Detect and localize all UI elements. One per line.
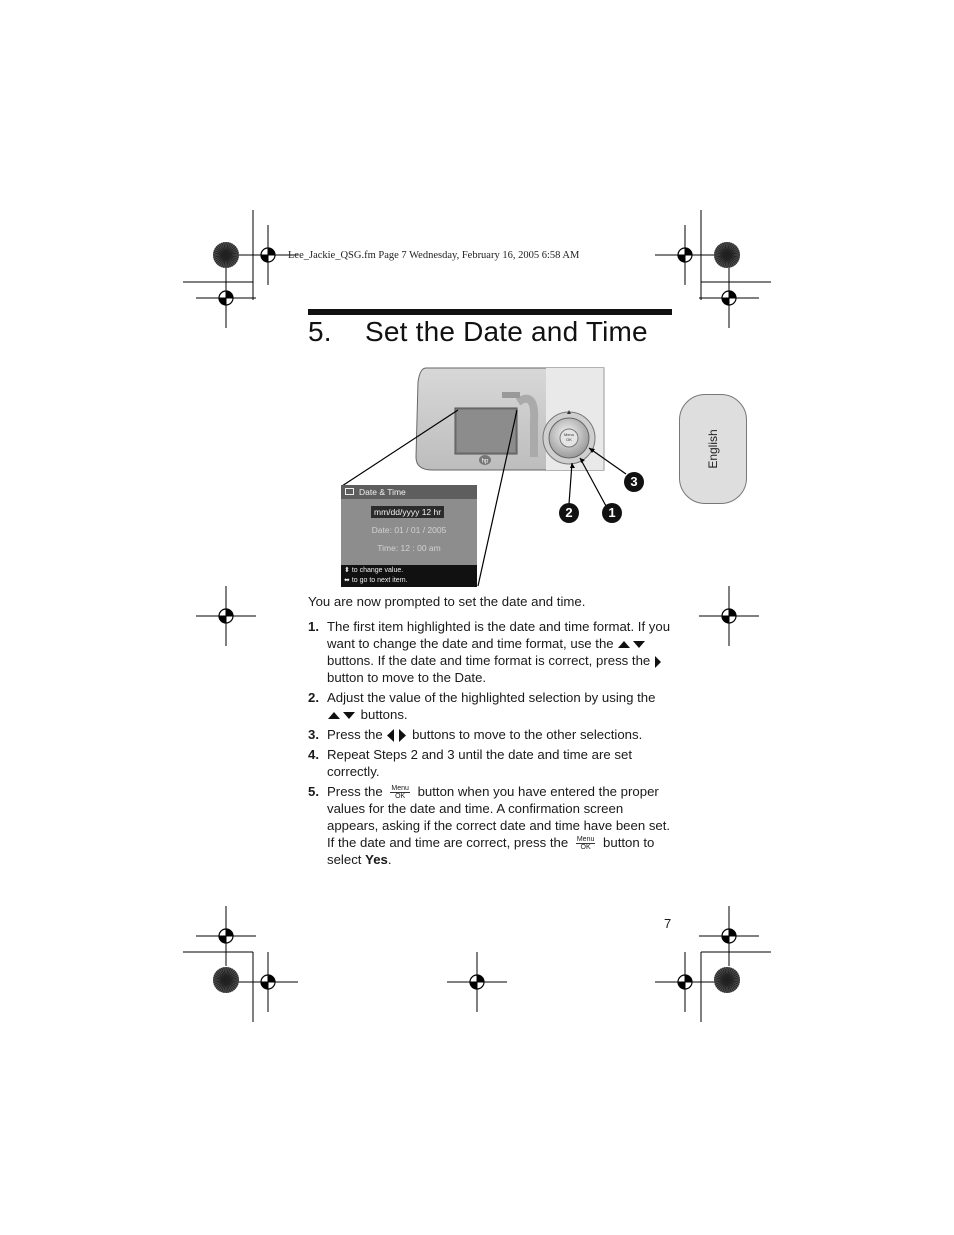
lcd-hint-2: to go to next item. (351, 577, 408, 584)
step-number: 5. (308, 784, 319, 799)
registration-starburst (714, 967, 740, 993)
step-number: 4. (308, 747, 319, 762)
menu-ok-icon: Menu OK (391, 785, 409, 801)
callout-3: 3 (624, 472, 644, 492)
camera-logo: hp (481, 458, 489, 465)
up-down-arrows-icon (327, 711, 357, 720)
step-3: 3. Press the buttons to move to the other selections. (308, 727, 643, 742)
dial-label-ok: OK (566, 437, 572, 442)
callout-1: 1 (602, 503, 622, 523)
left-right-arrows-icon (386, 729, 408, 742)
print-header: Lee_Jackie_QSG.fm Page 7 Wednesday, February 16, 2005 6:58 AM (288, 250, 580, 261)
lcd-hint-1: to change value. (351, 567, 404, 574)
lcd-time-value: Time: 12 : 00 am (377, 543, 441, 553)
language-tab-label: English (706, 429, 720, 469)
lcd-screen (341, 485, 477, 587)
up-down-arrows-icon (617, 640, 647, 649)
callout-2: 2 (559, 503, 579, 523)
registration-crosshair (699, 906, 759, 966)
section-title: Set the Date and Time (365, 316, 648, 347)
step-number: 2. (308, 690, 319, 705)
steps-list (308, 618, 678, 871)
section-number: 5. (308, 316, 332, 347)
lcd-hints (341, 565, 477, 587)
registration-starburst (714, 242, 740, 268)
lcd-format-value: mm/dd/yyyy 12 hr (371, 506, 444, 518)
yes-option: Yes (365, 852, 388, 868)
up-down-arrows-icon: ⬍ (344, 567, 350, 574)
intro-text: You are now prompted to set the date and time. (308, 594, 586, 609)
menu-ok-icon: Menu OK (576, 836, 595, 852)
registration-crosshair (699, 586, 759, 646)
lcd-date-value: Date: 01 / 01 / 2005 (371, 525, 447, 535)
step-2: 2. Adjust the value of the highlighted selection by using the buttons. (308, 690, 656, 722)
dial-label-menu: Menu (563, 432, 575, 437)
page-number: 7 (664, 916, 672, 931)
title-rule (308, 309, 672, 315)
page-title (308, 316, 648, 348)
left-right-arrows-icon: ⬌ (344, 577, 350, 584)
registration-crosshair (655, 952, 715, 1012)
lcd-title-bar (341, 485, 477, 499)
step-1: 1. The first item highlighted is the date and time format. If you want to change the date and time format, use the buttons. If the date and time format is correct, press the button to move to the Date. (308, 619, 671, 685)
registration-starburst (213, 242, 239, 268)
registration-crosshair (196, 268, 256, 328)
registration-crosshair (238, 952, 298, 1012)
registration-crosshair (196, 906, 256, 966)
lcd-title: Date & Time (359, 487, 406, 497)
right-arrow-icon (654, 656, 662, 668)
step-number: 1. (308, 619, 319, 634)
registration-crosshair (699, 268, 759, 328)
registration-crosshair (196, 586, 256, 646)
calendar-icon (345, 488, 354, 495)
step-4: 4. Repeat Steps 2 and 3 until the date and time are set correctly. (308, 747, 632, 779)
registration-crosshair (655, 225, 715, 285)
step-number: 3. (308, 727, 319, 742)
registration-crosshair (447, 952, 507, 1012)
registration-starburst (213, 967, 239, 993)
language-tab (679, 394, 747, 504)
step-5: 5. Press the Menu OK button when you have entered the proper values for the date and time. A confirmation screen appears, asking if the correct date and time have been set. If the date and time are correct, press the Menu OK button to select Yes. (308, 784, 671, 868)
